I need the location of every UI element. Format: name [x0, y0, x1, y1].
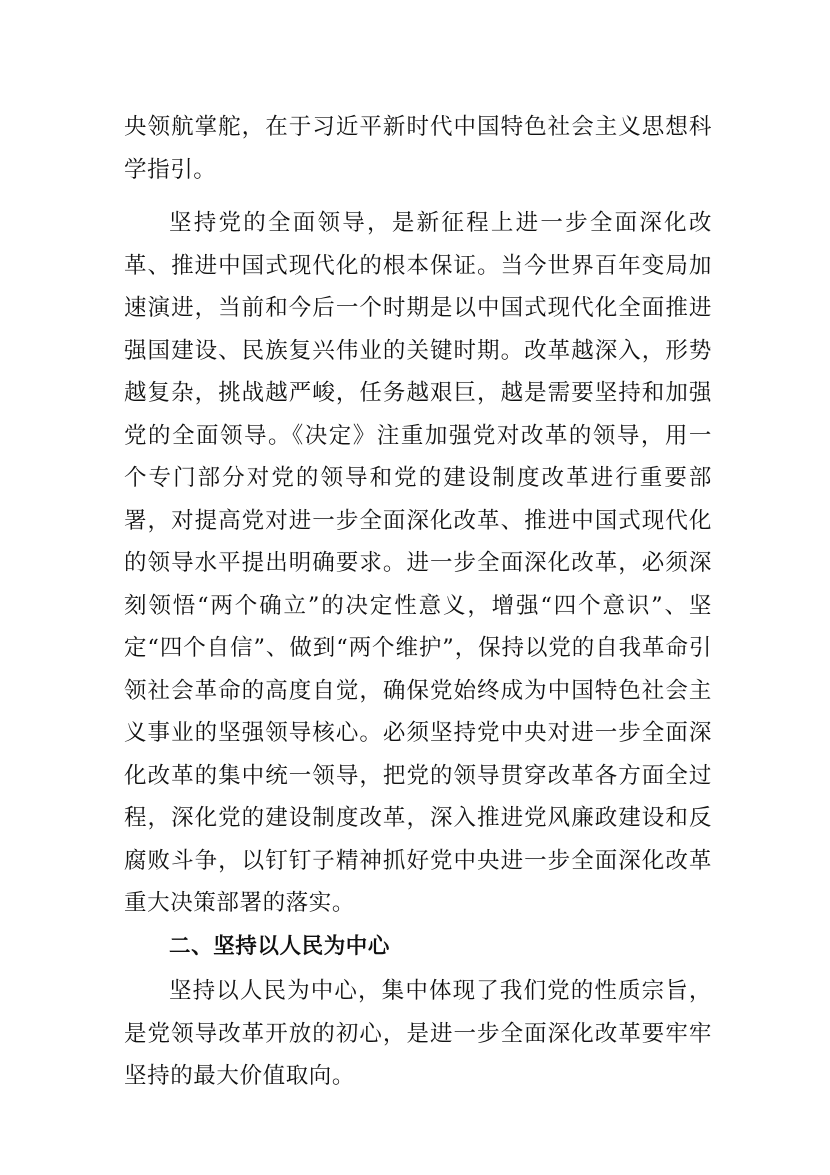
paragraph-people-centered: 坚持以人民为中心，集中体现了我们党的性质宗旨，是党领导改革开放的初心，是进一步全面深化改革要牢牢坚持的最大价值取向。 [124, 978, 712, 1089]
paragraph-party-leadership: 坚持党的全面领导，是新征程上进一步全面深化改革、推进中国式现代化的根本保证。当今世界百年变局加速演进，当前和今后一个时期是以中国式现代化全面推进强国建设、民族复兴伟业的关键时期。改革越深入，形势越复杂，挑战越严峻，任务越艰巨，越是需要坚持和加强党的全面领导。《决定》注重加强党对改革的领导，用一个专门部分对党的领导和党的建设制度改革进行重要部署，对提高党对进一步全面深化改革、推进中国式现代化的领导水平提出明确要求。进一步全面深化改革，必须深刻领悟“两个确立”的决定性意义，增强“四个意识”、坚定“四个自信”、做到“两个维护”，保持以党的自我革命引领社会革命的高度自觉，确保党始终成为中国特色社会主义事业的坚强领导核心。必须坚持党中央对进一步全面深化改革的集中统一领导，把党的领导贯穿改革各方面全过程，深化党的建设制度改革，深入推进党风廉政建设和反腐败斗争，以钉钉子精神抓好党中央进一步全面深化改革重大决策部署的落实。 [124, 210, 712, 916]
paragraph-continuation: 央领航掌舵，在于习近平新时代中国特色社会主义思想科学指引。 [124, 114, 712, 183]
section-heading: 二、坚持以人民为中心 [169, 933, 391, 959]
page-content [124, 106, 712, 1098]
